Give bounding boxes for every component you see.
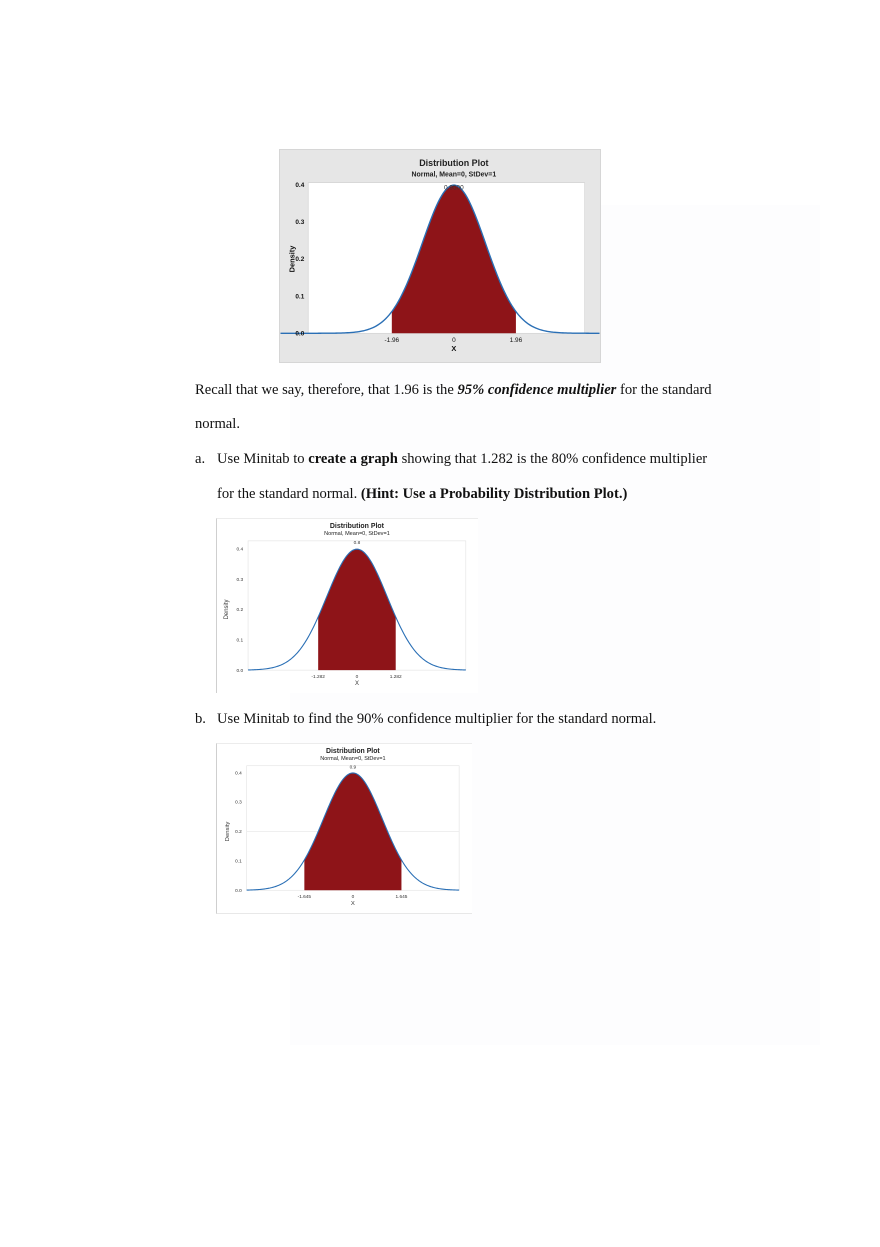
distribution-plot-90 [216, 743, 472, 914]
x-tick-label: 1.282 [389, 675, 402, 681]
question-a-bold: create a graph [308, 451, 398, 467]
y-tick-label: 0.4 [295, 181, 305, 189]
question-a-pre: Use Minitab to [217, 451, 309, 467]
question-b-line1: Use Minitab to find the 90% confidence multiplier for the standard normal. [217, 711, 657, 727]
question-b-marker: b. [195, 711, 206, 727]
x-tick-label: -1.96 [384, 337, 400, 345]
plot-title: Distribution Plot [419, 157, 489, 168]
y-tick-label: 0.4 [235, 771, 242, 777]
plot-subtitle: Normal, Mean=0, StDev=1 [320, 755, 386, 762]
x-tick-label: -1.282 [311, 675, 325, 681]
y-axis-label: Density [224, 599, 231, 620]
distribution-plot-95-svg [280, 150, 600, 362]
y-tick-label: 0.2 [236, 608, 244, 614]
y-tick-label: 0.0 [235, 888, 242, 894]
y-tick-label: 0.0 [295, 330, 305, 338]
recall-paragraph-line2: normal. [195, 416, 240, 432]
question-a-post: showing that 1.282 is the 80% confidence multiplier [397, 451, 708, 467]
question-a-line1 [217, 450, 707, 468]
area-probability-label: 0.9500 [444, 184, 464, 192]
distribution-plot-90-svg [217, 744, 472, 913]
y-tick-label: 0.1 [235, 859, 242, 865]
x-tick-label: 1.645 [395, 895, 408, 901]
area-probability-label: 0.9 [349, 765, 357, 771]
y-tick-label: 0.3 [235, 800, 242, 806]
plot-title: Distribution Plot [329, 522, 384, 530]
x-tick-label: -1.645 [297, 895, 312, 901]
distribution-plot-80-svg [217, 519, 478, 693]
plot-title: Distribution Plot [326, 747, 380, 755]
x-axis-label: X [354, 681, 359, 688]
y-axis-label: Density [287, 245, 297, 273]
x-axis-label: X [350, 901, 355, 908]
question-a-line2-pre: for the standard normal. [217, 486, 361, 502]
question-a-line2 [217, 485, 627, 503]
recall-text-post: for the standard [616, 382, 712, 398]
recall-emphasis: 95% confidence multiplier [457, 382, 617, 398]
distribution-plot-80 [216, 518, 478, 693]
recall-paragraph-line1 [195, 381, 712, 399]
plot-subtitle: Normal, Mean=0, StDev=1 [411, 171, 497, 179]
x-tick-label: 0 [452, 337, 456, 345]
x-tick-label: 0 [355, 675, 359, 681]
y-tick-label: 0.4 [236, 547, 244, 553]
area-probability-label: 0.8 [353, 540, 361, 546]
x-tick-label: 0 [351, 895, 355, 901]
y-axis-label: Density [224, 821, 231, 842]
y-tick-label: 0.1 [236, 638, 244, 644]
recall-text-pre: Recall that we say, therefore, that 1.96 is the [195, 382, 458, 398]
distribution-plot-95 [279, 149, 601, 363]
y-tick-label: 0.3 [295, 219, 305, 227]
x-tick-label: 1.96 [509, 337, 523, 345]
question-a-hint: (Hint: Use a Probability Distribution Plot.) [360, 486, 628, 502]
y-tick-label: 0.2 [295, 256, 305, 264]
y-tick-label: 0.0 [236, 668, 244, 674]
y-tick-label: 0.2 [235, 830, 242, 836]
question-a-marker: a. [195, 451, 206, 467]
y-tick-label: 0.1 [295, 293, 305, 301]
x-axis-label: X [451, 344, 457, 354]
y-tick-label: 0.3 [236, 577, 244, 583]
plot-subtitle: Normal, Mean=0, StDev=1 [324, 530, 390, 537]
